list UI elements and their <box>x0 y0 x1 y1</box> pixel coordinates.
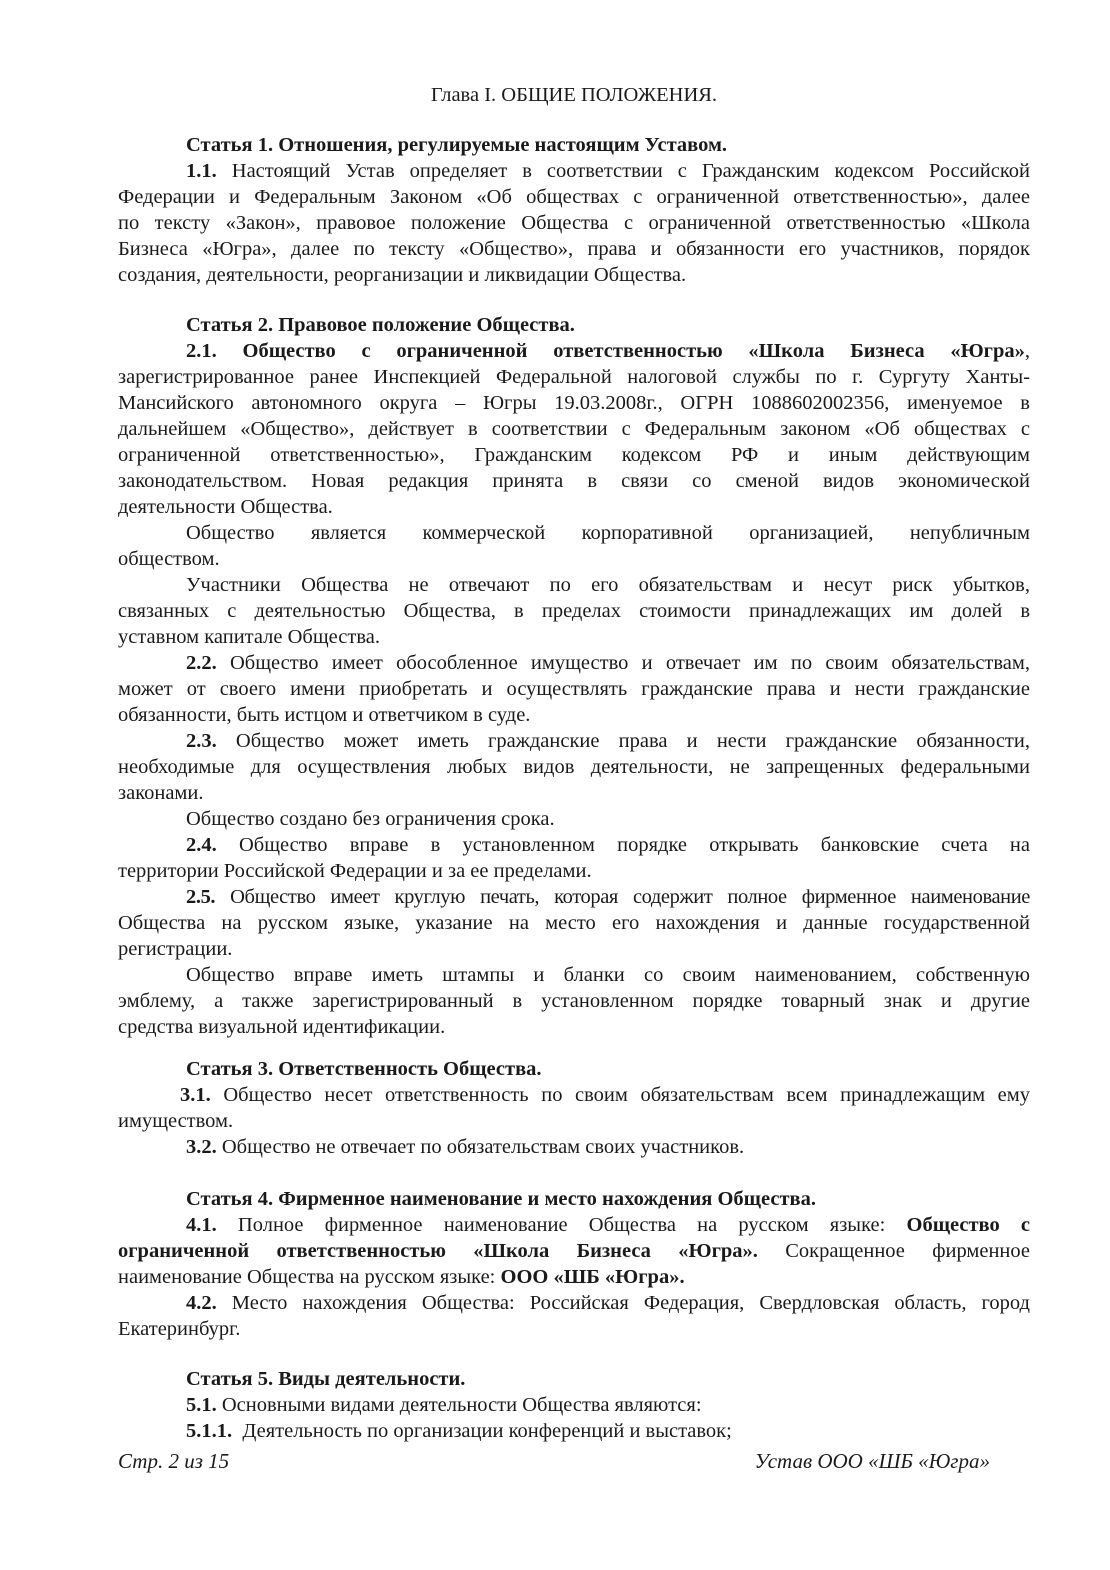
paragraph-2-5-line: 2.5. Общество имеет круглую печать, которая содержит полное фирменное наименование <box>186 886 1030 908</box>
page-number-label: Стр. 2 из 15 <box>118 1449 230 1473</box>
paragraph-2-1-line: зарегистрированное ранее Инспекцией Федеральной налоговой службы по г. Сургуту Ханты- <box>118 366 1030 388</box>
paragraph-2-1-line: дальнейшем «Общество», действует в соответствии с Федеральным законом «Об обществах с <box>118 418 1030 440</box>
article-3 <box>118 1056 1030 1160</box>
paragraph-stamps-line: эмблему, а также зарегистрированный в установленном порядке товарный знак и другие <box>118 990 1030 1012</box>
chapter-title: Глава I. ОБЩИЕ ПОЛОЖЕНИЯ. <box>430 84 718 106</box>
paragraph-2-5-line: регистрации. <box>118 938 233 960</box>
paragraph-2-2-line: 2.2. Общество имеет обособленное имущество и отвечает им по своим обязательствам, <box>186 652 1030 674</box>
paragraph-2-1-line: деятельности Общества. <box>118 496 333 518</box>
paragraph-2-1-line: 2.1. Общество с ограниченной ответственностью «Школа Бизнеса «Югра», <box>186 340 1030 362</box>
article-4-heading: Статья 4. Фирменное наименование и место нахождения Общества. <box>186 1188 816 1210</box>
paragraph-1-1-line: по тексту «Закон», правовое положение Общества с ограниченной ответственностью «Школа <box>118 212 1030 234</box>
paragraph-2-2-line: обязанности, быть истцом и ответчиком в суде. <box>118 704 531 726</box>
paragraph-commercial-line: Общество является коммерческой корпоративной организацией, непубличным <box>186 522 1030 544</box>
paragraph-4-1-line: ограниченной ответственностью «Школа Бизнеса «Югра». Сокращенное фирменное <box>118 1240 1031 1262</box>
article-1 <box>118 132 1030 288</box>
paragraph-2-2-line: может от своего имени приобретать и осуществлять гражданские права и нести гражданские <box>118 678 1030 700</box>
article-3-heading: Статья 3. Ответственность Общества. <box>186 1058 542 1080</box>
paragraph-4-2-line: 4.2. Место нахождения Общества: Российская Федерация, Свердловская область, город <box>186 1292 1030 1314</box>
paragraph-participants-line: связанных с деятельностью Общества, в пределах стоимости принадлежащих им долей в <box>118 600 1030 622</box>
paragraph-2-5-line: Общества на русском языке, указание на место его нахождения и данные государственной <box>118 912 1030 934</box>
paragraph-4-2-line: Екатеринбург. <box>118 1318 241 1340</box>
article-5-heading: Статья 5. Виды деятельности. <box>186 1368 466 1390</box>
paragraph-term: Общество создано без ограничения срока. <box>186 808 555 830</box>
article-1-heading: Статья 1. Отношения, регулируемые настоящим Уставом. <box>186 134 728 156</box>
paragraph-5-1: 5.1. Основными видами деятельности Общества являются: <box>186 1394 702 1416</box>
paragraph-5-1-1: 5.1.1. Деятельность по организации конференций и выставок; <box>186 1420 732 1442</box>
paragraph-stamps-line: Общество вправе иметь штампы и бланки со своим наименованием, собственную <box>186 964 1030 986</box>
paragraph-1-1-line: Бизнеса «Югра», далее по тексту «Общество», права и обязанности его участников, порядок <box>118 238 1030 260</box>
paragraph-2-3-line: 2.3. Общество может иметь гражданские права и нести гражданские обязанности, <box>186 730 1030 752</box>
paragraph-2-3-line: необходимые для осуществления любых видов деятельности, не запрещенных федеральными <box>118 756 1030 778</box>
paragraph-3-2: 3.2. Общество не отвечает по обязательствам своих участников. <box>186 1136 745 1158</box>
paragraph-2-1-line: ограниченной ответственностью», Гражданским кодексом РФ и иным действующим <box>118 444 1030 466</box>
paragraph-commercial-line: обществом. <box>118 548 220 570</box>
article-4 <box>118 1186 1030 1342</box>
article-2 <box>118 312 1030 1040</box>
paragraph-participants-line: уставном капитале Общества. <box>118 626 380 648</box>
paragraph-1-1-line: Федерации и Федеральным Законом «Об обществах с ограниченной ответственностью», далее <box>118 186 1030 208</box>
document-name-label: Устав ООО «ШБ «Югра» <box>754 1449 990 1473</box>
paragraph-number: 1.1. <box>186 160 217 182</box>
article-2-heading: Статья 2. Правовое положение Общества. <box>186 314 575 336</box>
paragraph-2-4-line: территории Российской Федерации и за ее пределами. <box>118 860 592 882</box>
paragraph-2-1-line: законодательством. Новая редакция принята в связи со сменой видов экономической <box>118 470 1030 492</box>
paragraph-2-1-line: Мансийского автономного округа – Югры 19.03.2008г., ОГРН 1088602002356, именуемое в <box>118 392 1030 414</box>
paragraph-2-3-line: законами. <box>118 782 204 804</box>
page-footer <box>118 1448 990 1474</box>
paragraph-1-1-line: 1.1. Настоящий Устав определяет в соответствии с Гражданским кодексом Российской <box>186 160 1030 182</box>
paragraph-2-4-line: 2.4. Общество вправе в установленном порядке открывать банковские счета на <box>186 834 1030 856</box>
paragraph-3-1-line: имуществом. <box>118 1110 234 1132</box>
paragraph-participants-line: Участники Общества не отвечают по его обязательствам и несут риск убытков, <box>186 574 1030 596</box>
paragraph-3-1-line: 3.1. Общество несет ответственность по своим обязательствам всем принадлежащим ему <box>180 1084 1030 1106</box>
paragraph-4-1-line: наименование Общества на русском языке: ООО «ШБ «Югра». <box>118 1266 685 1288</box>
paragraph-4-1-line: 4.1. Полное фирменное наименование Общества на русском языке: Общество с <box>186 1214 1030 1236</box>
article-5 <box>118 1366 1030 1444</box>
paragraph-stamps-line: средства визуальной идентификации. <box>118 1016 446 1038</box>
paragraph-1-1-line: создания, деятельности, реорганизации и ликвидации Общества. <box>118 264 687 286</box>
